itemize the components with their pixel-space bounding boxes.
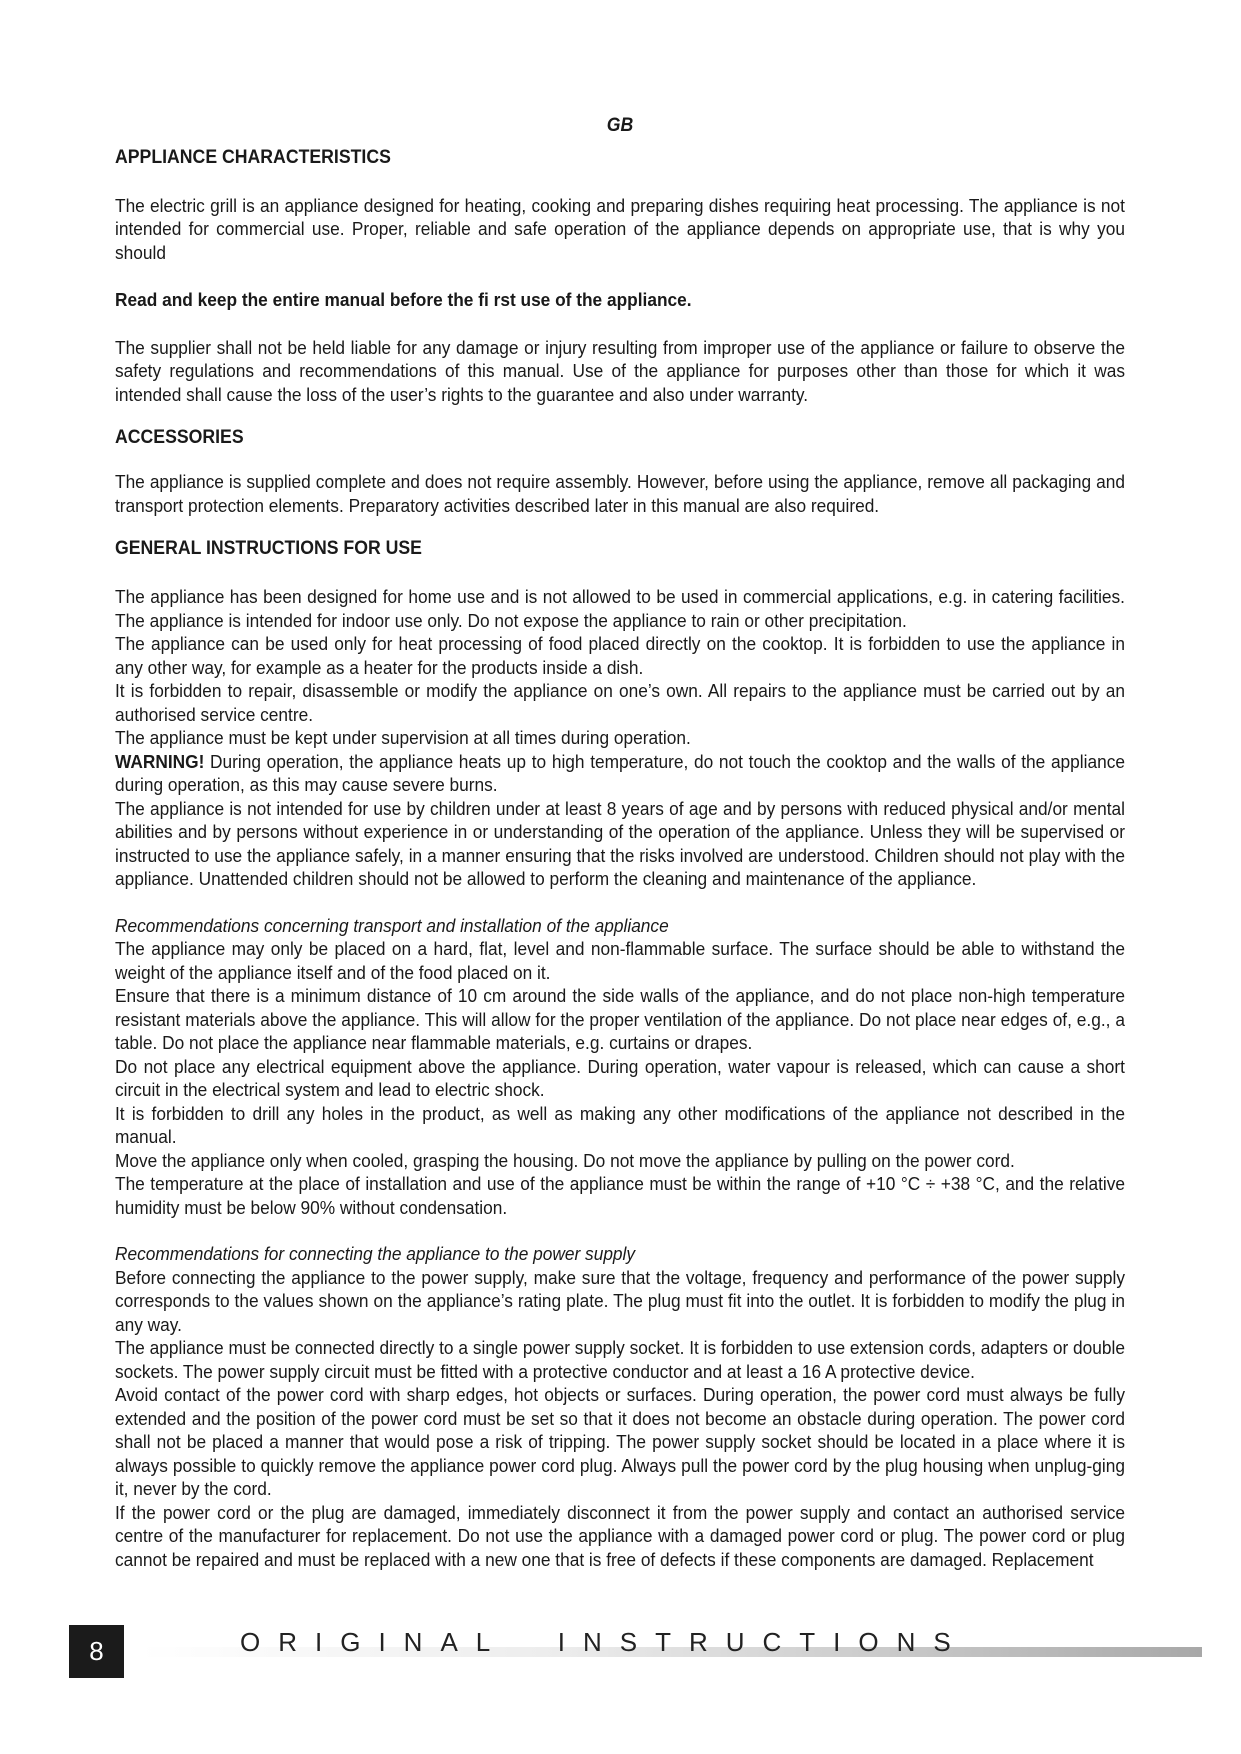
transport-paragraph-1: The appliance may only be placed on a hard, flat, level and non-flammable surface. The surface should be able to withstand the weight of the appliance itself and of the food placed on it. [115,938,1125,983]
language-code: GB [606,115,634,136]
appliance-paragraph-2: The supplier shall not be held liable for any damage or injury resulting from improper use of the appliance or failure to observe the safety regulations and recommendations of this manual. Use of the appliance for purposes other than those for which it was intended shall cause the loss of the user’s rights to the guarantee and also under warranty. [115,336,1125,405]
page-number: 8 [69,1625,124,1678]
general-paragraph-3: It is forbidden to repair, disassemble or modify the appliance on one’s own. All repairs to the appliance must be carried out by an authorised service centre. [115,680,1125,725]
warning-text: During operation, the appliance heats up to high temperature, do not touch the cooktop and the walls of the appliance during operation, as this may cause severe burns. [115,750,1125,795]
general-paragraph-2: The appliance can be used only for heat processing of food placed directly on the cooktop. It is forbidden to use the appliance in any other way, for example as a heater for the products inside a dish. [115,633,1125,678]
warning-paragraph [115,750,1125,797]
appliance-paragraph-1: The electric grill is an appliance designed for heating, cooking and preparing dishes requiring heat processing. The appliance is not intended for commercial use. Proper, reliable and safe operation of the appliance depends on appropriate use, that is why you should [115,194,1125,263]
general-paragraph-1: The appliance has been designed for home use and is not allowed to be used in commercial applications, e.g. in catering facilities. The appliance is intended for indoor use only. Do not expose the appliance to rain or other precipitation. [115,586,1125,631]
accessories-paragraph: The appliance is supplied complete and does not require assembly. However, before using the appliance, remove all packaging and transport protection elements. Preparatory activities described later in this manual are also required. [115,471,1125,516]
general-paragraph-5: The appliance is not intended for use by children under at least 8 years of age and by persons with reduced physical and/or mental abilities and by persons without experience in or understanding of the operation of the appliance. Unless they will be supervised or instructed to use the appliance safely, in a manner ensuring that the risks involved are understood. Children should not play with the appliance. Unattended children should not be allowed to perform the cleaning and maintenance of the appliance. [115,797,1125,889]
section-title-appliance: APPLIANCE CHARACTERISTICS [115,146,391,168]
general-paragraph-4: The appliance must be kept under supervision at all times during operation. [115,727,691,748]
power-paragraph-1: Before connecting the appliance to the power supply, make sure that the voltage, frequency and performance of the power supply corresponds to the values shown on the appliance’s rating plate. The plug must fit into the outlet. It is forbidden to modify the plug in any way. [115,1266,1125,1335]
transport-paragraph-2: Ensure that there is a minimum distance of 10 cm around the side walls of the appliance, and do not place non-high temperature resistant materials above the appliance. This will allow for the proper ventilation of the appliance. Do not place near edges of, e.g., a table. Do not place the appliance near flammable materials, e.g. curtains or drapes. [115,985,1125,1053]
power-paragraph-2: The appliance must be connected directly to a single power supply socket. It is forbidden to use extension cords, adapters or double sockets. The power supply circuit must be fitted with a protective conductor and at least a 16 A protective device. [115,1337,1125,1382]
page-body [115,114,1125,1571]
power-paragraph-3: Avoid contact of the power cord with sharp edges, hot objects or surfaces. During operation, the power cord must always be fully extended and the position of the power cord must be set so that it does not become an obstacle during operation. The power cord shall not be placed a manner that would pose a risk of tripping. The power supply socket should be located in a place where it is always possible to quickly remove the appliance power cord plug. Always pull the power cord by the plug housing when unplug-ging it, never by the cord. [115,1384,1125,1499]
transport-paragraph-6: The temperature at the place of installation and use of the appliance must be within the range of +10 °C ÷ +38 °C, and the relative humidity must be below 90% without condensation. [115,1173,1125,1218]
power-paragraph-4: If the power cord or the plug are damaged, immediately disconnect it from the power supply and contact an authorised service centre of the manufacturer for replacement. Do not use the appliance with a damaged power cord or plug. The power cord or plug cannot be repaired and must be replaced with a new one that is free of defects if these components are damaged. Replacement [115,1501,1125,1570]
footer-label: ORIGINAL INSTRUCTIONS [240,1627,969,1657]
section-title-accessories: ACCESSORIES [115,427,244,448]
subsection-title-transport: Recommendations concerning transport and installation of the appliance [115,914,669,936]
read-manual-note: Read and keep the entire manual before the fi rst use of the appliance. [115,289,692,310]
transport-paragraph-5: Move the appliance only when cooled, grasping the housing. Do not move the appliance by pulling on the power cord. [115,1149,1015,1171]
section-title-general: GENERAL INSTRUCTIONS FOR USE [115,538,422,559]
transport-paragraph-3: Do not place any electrical equipment above the appliance. During operation, water vapour is released, which can cause a short circuit in the electrical system and lead to electric shock. [115,1055,1125,1100]
subsection-title-power: Recommendations for connecting the appliance to the power supply [115,1243,636,1264]
warning-label: WARNING! [115,750,205,772]
transport-paragraph-4: It is forbidden to drill any holes in the product, as well as making any other modifications of the appliance not described in the manual. [115,1102,1125,1147]
